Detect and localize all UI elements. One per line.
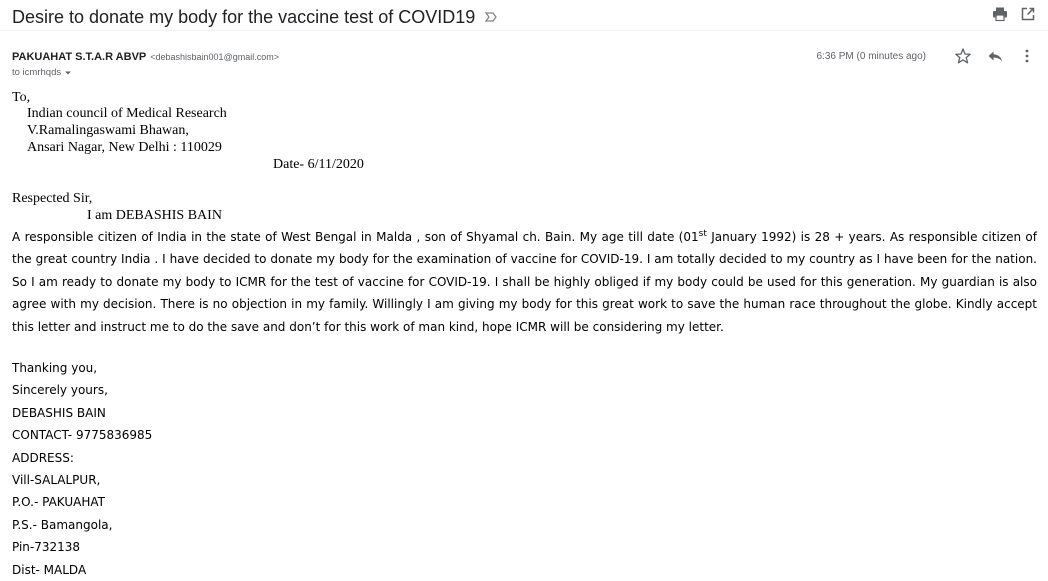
caret-down-icon[interactable] (64, 69, 72, 77)
closing-line: DEBASHIS BAIN (12, 405, 106, 420)
closing-line: P.O.- PAKUAHAT (12, 495, 105, 510)
label-icon[interactable] (484, 10, 498, 24)
header-divider (0, 30, 1048, 31)
closing-line: ADDRESS: (12, 450, 74, 465)
address-line-3: Ansari Nagar, New Delhi : 110029 (27, 140, 222, 155)
body-superscript: st (698, 229, 707, 239)
sender-email: <debashisbain001@gmail.com> (150, 52, 279, 62)
star-icon[interactable] (954, 47, 972, 65)
closing-line: Thanking you, (12, 361, 98, 375)
intro-line: I am DEBASHIS BAIN (87, 208, 222, 223)
reply-icon[interactable] (986, 47, 1004, 65)
timestamp: 6:36 PM (0 minutes ago) (816, 50, 926, 62)
recipient-row (12, 67, 72, 78)
sender-name[interactable]: PAKUAHAT S.T.A.R ABVP (12, 51, 147, 63)
email-subject: Desire to donate my body for the vaccine test of COVID19 (12, 6, 476, 27)
closing-line: Sincerely yours, (12, 383, 108, 398)
recipient-line: to icmrhqds (12, 67, 62, 78)
address-line-1: Indian council of Medical Research (27, 106, 227, 121)
salutation: Respected Sir, (12, 191, 93, 206)
address-line-2: V.Ramalingaswami Bhawan, (27, 123, 189, 138)
open-in-new-icon[interactable] (1020, 6, 1036, 22)
body-text-part2: January 1992) is 28 + years. As responsible citizen of the great country India . I have decided to donate my body for the examination of vaccine for COVID-19. I am totally decided to my country as I have been for the nation. So I am ready to donate my body to ICMR for the test of vaccine for COVID-19. I shall be highly obliged if my body could be used for this generation. My guardian is also agree with my decision. There is no objection in my family. Willingly I am giving my body for this great work to save the human race throughout the globe. Kindly accept this letter and instruct me to do the save and don’t for this work of man kind, hope ICMR will be considering my letter. (12, 230, 1037, 334)
letter-body (12, 226, 1037, 338)
letter-date: Date- 6/11/2020 (273, 157, 364, 172)
closing-line: Dist- MALDA (12, 562, 87, 577)
closing-line: Pin-732138 (12, 540, 81, 555)
letter-to: To, (12, 90, 31, 105)
print-icon[interactable] (992, 6, 1008, 22)
top-actions (992, 6, 1036, 22)
body-text-part1: A responsible citizen of India in the state of West Bengal in Malda , son of Shyamal ch. Bain. My age till date (01 (12, 230, 699, 244)
message-meta (817, 47, 1037, 65)
subject-bar (12, 5, 498, 29)
more-vert-icon[interactable] (1018, 47, 1036, 65)
closing-block (12, 357, 152, 581)
closing-line: P.S.- Bamangola, (12, 517, 113, 532)
closing-line: Vill-SALALPUR, (12, 473, 101, 488)
sender-row (12, 51, 279, 63)
closing-line: CONTACT- 9775836985 (12, 428, 153, 443)
